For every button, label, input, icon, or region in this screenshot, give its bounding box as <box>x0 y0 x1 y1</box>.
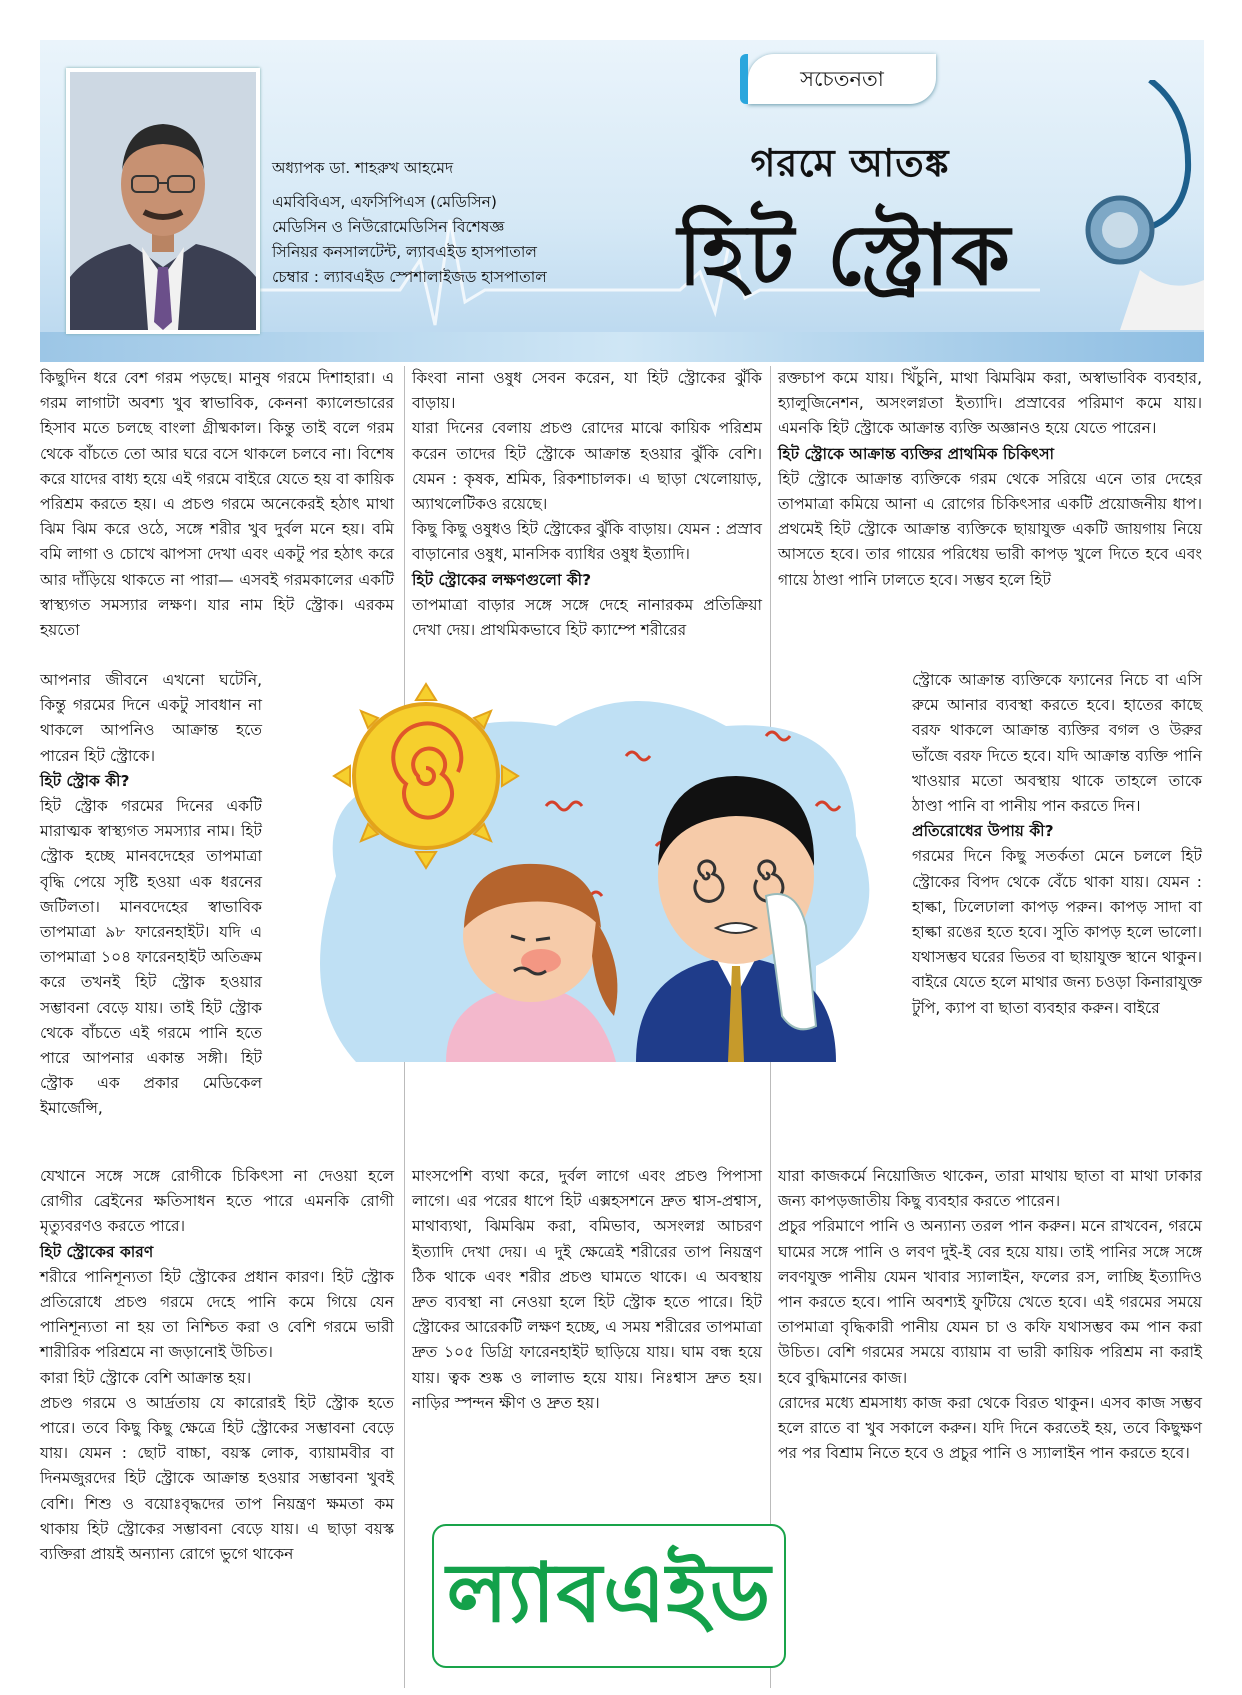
who-paragraph: প্রচণ্ড গরমে ও আর্দ্রতায় যে কারোরই হিট স্ট্রোক হতে পারে। তবে কিছু কিছু ক্ষেত্রে হিট স্ট্রোকের সম্ভাবনা বেড়ে যায়। যেমন : ছোট বাচ্চা, বয়স্ক লোক, ব্যায়ামবীর বা দিনমজুরদের হিট স্ট্রোকে আক্রান্ত হওয়ার সম্ভাবনা খুবই বেশি। শিশু ও বয়োঃবৃদ্ধদের তাপ নিয়ন্ত্রণ ক্ষমতা কম থাকায় হিট স্ট্রোকের সম্ভাবনা বেড়ে যায়। এ ছাড়া বয়স্ক ব্যক্তিরা প্রায়ই অন্যান্য রোগে ভুগে থাকেন <box>40 1393 394 1564</box>
author-block <box>272 156 547 290</box>
col2-paragraph-3: কিছু কিছু ওষুধও হিট স্ট্রোকের ঝুঁকি বাড়ায়। যেমন : প্রস্রাব বাড়ানোর ওষুধ, মানসিক ব্যাধির ওষুধ ইত্যাদি। <box>412 520 762 564</box>
intro-paragraph: কিছুদিন ধরে বেশ গরম পড়ছে। মানুষ গরমে দিশাহারা। এ গরম লাগাটা অবশ্য খুব স্বাভাবিক, কেননা ক্যালেন্ডারের হিসাব মতে চলছে বাংলা গ্রীষ্মকাল। কিন্তু তাই বলে গরম থেকে বাঁচতে তো আর ঘরে বসে থাকলে চলবে না। বিশেষ করে যাদের বাধ্য হয়ে এই গরমে বাইরে যেতে হয় বা কায়িক পরিশ্রম করতে হয়। এ প্রচণ্ড গরমে অনেকেরই হঠাৎ মাথা ঝিম ঝিম করে ওঠে, সঙ্গে শরীর খুব দুর্বল মনে হয়। বমি বমি লাগা ও চোখে ঝাপসা দেখা এবং একটু পর হঠাৎ করে আর দাঁড়িয়ে থাকতে না পারা— এসবই গরমকালের একটি স্বাস্থ্যগত সমস্যার লক্ষণ। যার নাম হিট স্ট্রোক। এরকম হয়তো <box>40 369 394 640</box>
heading-prevention: প্রতিরোধের উপায় কী? <box>912 822 1054 841</box>
column-1-wrap <box>40 668 262 1122</box>
heading-first-aid: হিট স্ট্রোকে আক্রান্ত ব্যক্তির প্রাথমিক চিকিৎসা <box>778 444 1055 463</box>
sun-icon <box>334 684 518 868</box>
prevention-paragraph: গরমের দিনে কিছু সতর্কতা মেনে চললে হিট স্ট্রোকের বিপদ থেকে বেঁচে থাকা যায়। যেমন : হাল্কা, ঢিলেঢালা কাপড় পরুন। কাপড় সাদা বা হাল্কা রঙের হতে হবে। সুতি কাপড় হলে ভালো। যথাসম্ভব ঘরের ভিতর বা ছায়াযুক্ত স্থানে থাকুন। বাইরে যেতে হলে মাথার জন্য চওড়া কিনারাযুক্ত টুপি, ক্যাপ বা ছাতা ব্যবহার করুন। বাইরে <box>912 847 1202 1017</box>
col2-paragraph-2: যারা দিনের বেলায় প্রচণ্ড রোদের মাঝে কায়িক পরিশ্রম করেন তাদের হিট স্ট্রোকে আক্রান্ত হওয়ার ঝুঁকি বেশি। যেমন : কৃষক, শ্রমিক, রিকশাচালক। এ ছাড়া খেলোয়াড়, অ্যাথলেটিকও রয়েছে। <box>412 419 762 514</box>
labaid-logo: ল্যাবএইড <box>432 1524 786 1668</box>
column-3-top <box>778 366 1202 593</box>
heading-cause: হিট স্ট্রোকের কারণ <box>40 1242 154 1261</box>
symptoms-paragraph: তাপমাত্রা বাড়ার সঙ্গে সঙ্গে দেহে নানারকম প্রতিক্রিয়া দেখা দেয়। প্রাথমিকভাবে হিট ক্যাম্পে শরীরের <box>412 595 762 640</box>
section-tag: সচেতনতা <box>748 54 936 104</box>
author-portrait <box>70 72 256 330</box>
symptoms-paragraph-cont: মাংসপেশি ব্যথা করে, দুর্বল লাগে এবং প্রচণ্ড পিপাসা লাগে। এর পরের ধাপে হিট এক্সহসশনে দ্রুত শ্বাস-প্রশ্বাস, মাথাব্যথা, ঝিমঝিম করা, বমিভাব, অসংলগ্ন আচরণ ইত্যাদি দেখা দেয়। এ দুই ক্ষেত্রেই শরীরের তাপ নিয়ন্ত্রণ ঠিক থাকে এবং শরীর প্রচণ্ড ঘামতে থাকে। এ অবস্থায় দ্রুত ব্যবস্থা না নেওয়া হলে হিট স্ট্রোক হতে পারে। হিট স্ট্রোকের আরেকটি লক্ষণ হচ্ছে, এ সময় শরীরের তাপমাত্রা দ্রুত ১০৫ ডিগ্রি ফারেনহাইট ছাড়িয়ে যায়। ঘাম বন্ধ হয়ে যায়। ত্বক শুষ্ক ও লালাভ হয়ে যায়। নিঃশ্বাস দ্রুত হয়। নাড়ির স্পন্দন ক্ষীণ ও দ্রুত হয়। <box>412 1167 762 1412</box>
heading-what-is: হিট স্ট্রোক কী? <box>40 771 130 790</box>
article-kicker: গরমে আতঙ্ক <box>750 141 950 185</box>
first-aid-paragraph: হিট স্ট্রোকে আক্রান্ত ব্যক্তিকে গরম থেকে সরিয়ে এনে তার দেহের তাপমাত্রা কমিয়ে আনা এ রোগের চিকিৎসার একটি প্রয়োজনীয় ধাপ। প্রথমেই হিট স্ট্রোকে আক্রান্ত ব্যক্তিকে ছায়াযুক্ত একটি জায়গায় নিয়ে আসতে হবে। তার গায়ের পরিধেয় ভারী কাপড় খুলে দিতে হবে এবং গায়ে ঠাণ্ডা পানি ঢালতে হবে। সম্ভব হলে হিট <box>778 469 1202 589</box>
author-specialty: মেডিসিন ও নিউরোমেডিসিন বিশেষজ্ঞ <box>272 218 505 236</box>
article-title: হিট স্ট্রোক <box>677 206 1013 304</box>
cause-paragraph: শরীরে পানিশূন্যতা হিট স্ট্রোকের প্রধান কারণ। হিট স্ট্রোক প্রতিরোধে প্রচণ্ড গরমে দেহে পানি কমে গিয়ে যেন পানিশূন্যতা না হয় তা নিশ্চিত করা ও বেশি গরমে ভারী শারীরিক পরিশ্রমে না জড়ানোই উচিত। <box>40 1267 394 1362</box>
prevention-paragraph-4: রোদের মধ্যে শ্রমসাধ্য কাজ করা থেকে বিরত থাকুন। এসব কাজ সম্ভব হলে রাতে বা খুব সকালে করুন। যদি দিনে করতেই হয়, তবে কিছুক্ষণ পর পর বিশ্রাম নিতে হবে ও প্রচুর পানি ও স্যালাইন পান করতে হবে। <box>778 1393 1202 1463</box>
author-photo <box>66 68 260 334</box>
col2-paragraph-1: কিংবা নানা ওষুধ সেবন করেন, যা হিট স্ট্রোকের ঝুঁকি বাড়ায়। <box>412 369 762 413</box>
column-3-bottom <box>778 1164 1202 1466</box>
what-is-paragraph-cont: যেখানে সঙ্গে সঙ্গে রোগীকে চিকিৎসা না দেওয়া হলে রোগীর ব্রেইনের ক্ষতিসাধন হতে পারে এমনকি রোগী মৃত্যুবরণও করতে পারে। <box>40 1167 394 1236</box>
prevention-paragraph-3: প্রচুর পরিমাণে পানি ও অন্যান্য তরল পান করুন। মনে রাখবেন, গরমে ঘামের সঙ্গে পানি ও লবণ দুই-ই বের হয়ে যায়। তাই পানির সঙ্গে সঙ্গে লবণযুক্ত পানীয় যেমন খাবার স্যালাইন, ফলের রস, লাচ্ছি ইত্যাদিও পান করতে হবে। পানি অবশ্যই ফুটিয়ে খেতে হবে। এই গরমের সময়ে তাপমাত্রা বৃদ্ধিকারী পানীয় যেমন চা ও কফি যথাসম্ভব কম পান করা উচিত। বেশি গরমের সময়ে ব্যায়াম বা ভারী কায়িক পরিশ্রম না করাই হবে বুদ্ধিমানের কাজ। <box>778 1217 1202 1387</box>
intro-paragraph-cont: আপনার জীবনে এখনো ঘটেনি, কিন্তু গরমের দিনে একটু সাবধান না থাকলে আপনিও আক্রান্ত হতে পারেন হিট স্ট্রোকে। <box>40 671 262 765</box>
column-2-bottom <box>412 1164 762 1416</box>
author-degree: এমবিবিএস, এফসিপিএস (মেডিসিন) <box>272 193 497 211</box>
column-2-top <box>412 366 762 643</box>
author-position: সিনিয়র কনসালটেন্ট, ল্যাবএইড হাসপাতাল <box>272 243 537 261</box>
prevention-paragraph-2: যারা কাজকর্মে নিয়োজিত থাকেন, তারা মাথায় ছাতা বা মাথা ঢাকার জন্য কাপড়জাতীয় কিছু ব্যবহার করতে পারেন। <box>778 1167 1202 1211</box>
column-3-wrap <box>912 668 1202 1021</box>
stethoscope-icon <box>1080 80 1204 330</box>
column-1-top <box>40 366 394 643</box>
heatstroke-illustration <box>296 666 896 1062</box>
author-chamber: চেম্বার : ল্যাবএইড স্পেশালাইজড হাসপাতাল <box>272 268 547 286</box>
who-heading-paragraph: কারা হিট স্ট্রোকে বেশি আক্রান্ত হয়। <box>40 1368 252 1387</box>
first-aid-paragraph-cont: স্ট্রোকে আক্রান্ত ব্যক্তিকে ফ্যানের নিচে বা এসি রুমে আনার ব্যবস্থা করতে হবে। হাতের কাছে বরফ থাকলে আক্রান্ত ব্যক্তির বগল ও উরুর ভাঁজে বরফ দিতে হবে। যদি আক্রান্ত ব্যক্তি পানি খাওয়ার মতো অবস্থায় থাকে তাহলে তাকে ঠাণ্ডা পানি বা পানীয় পান করতে দিন। <box>912 671 1202 816</box>
col3-paragraph-1: রক্তচাপ কমে যায়। খিঁচুনি, মাথা ঝিমঝিম করা, অস্বাভাবিক ব্যবহার, হ্যালুজিনেশন, অসংলগ্নতা ইত্যাদি। প্রস্রাবের পরিমাণ কমে যায়। এমনকি হিট স্ট্রোকে আক্রান্ত ব্যক্তি অজ্ঞানও হয়ে যেতে পারেন। <box>778 369 1202 438</box>
what-is-paragraph: হিট স্ট্রোক গরমের দিনের একটি মারাত্মক স্বাস্থ্যগত সমস্যার নাম। হিট স্ট্রোক হচ্ছে মানবদেহের তাপমাত্রা বৃদ্ধি পেয়ে সৃষ্টি হওয়া এক ধরনের জটিলতা। মানবদেহের স্বাভাবিক তাপমাত্রা ৯৮ ফারেনহাইট। যদি এ তাপমাত্রা ১০৪ ফারেনহাইট অতিক্রম করে তখনই হিট স্ট্রোক হওয়ার সম্ভাবনা বেড়ে যায়। তাই হিট স্ট্রোক থেকে বাঁচতে এই গরমে পানি হতে পারে আপনার একান্ত সঙ্গী। হিট স্ট্রোক এক প্রকার মেডিকেল ইমার্জেন্সি, <box>40 797 262 1118</box>
author-name: অধ্যাপক ডা. শাহরুখ আহমেদ <box>272 159 454 177</box>
heading-symptoms: হিট স্ট্রোকের লক্ষণগুলো কী? <box>412 570 592 589</box>
header-banner <box>40 40 1204 362</box>
column-1-bottom <box>40 1164 394 1567</box>
banner-bottom-stripe <box>40 332 1204 362</box>
